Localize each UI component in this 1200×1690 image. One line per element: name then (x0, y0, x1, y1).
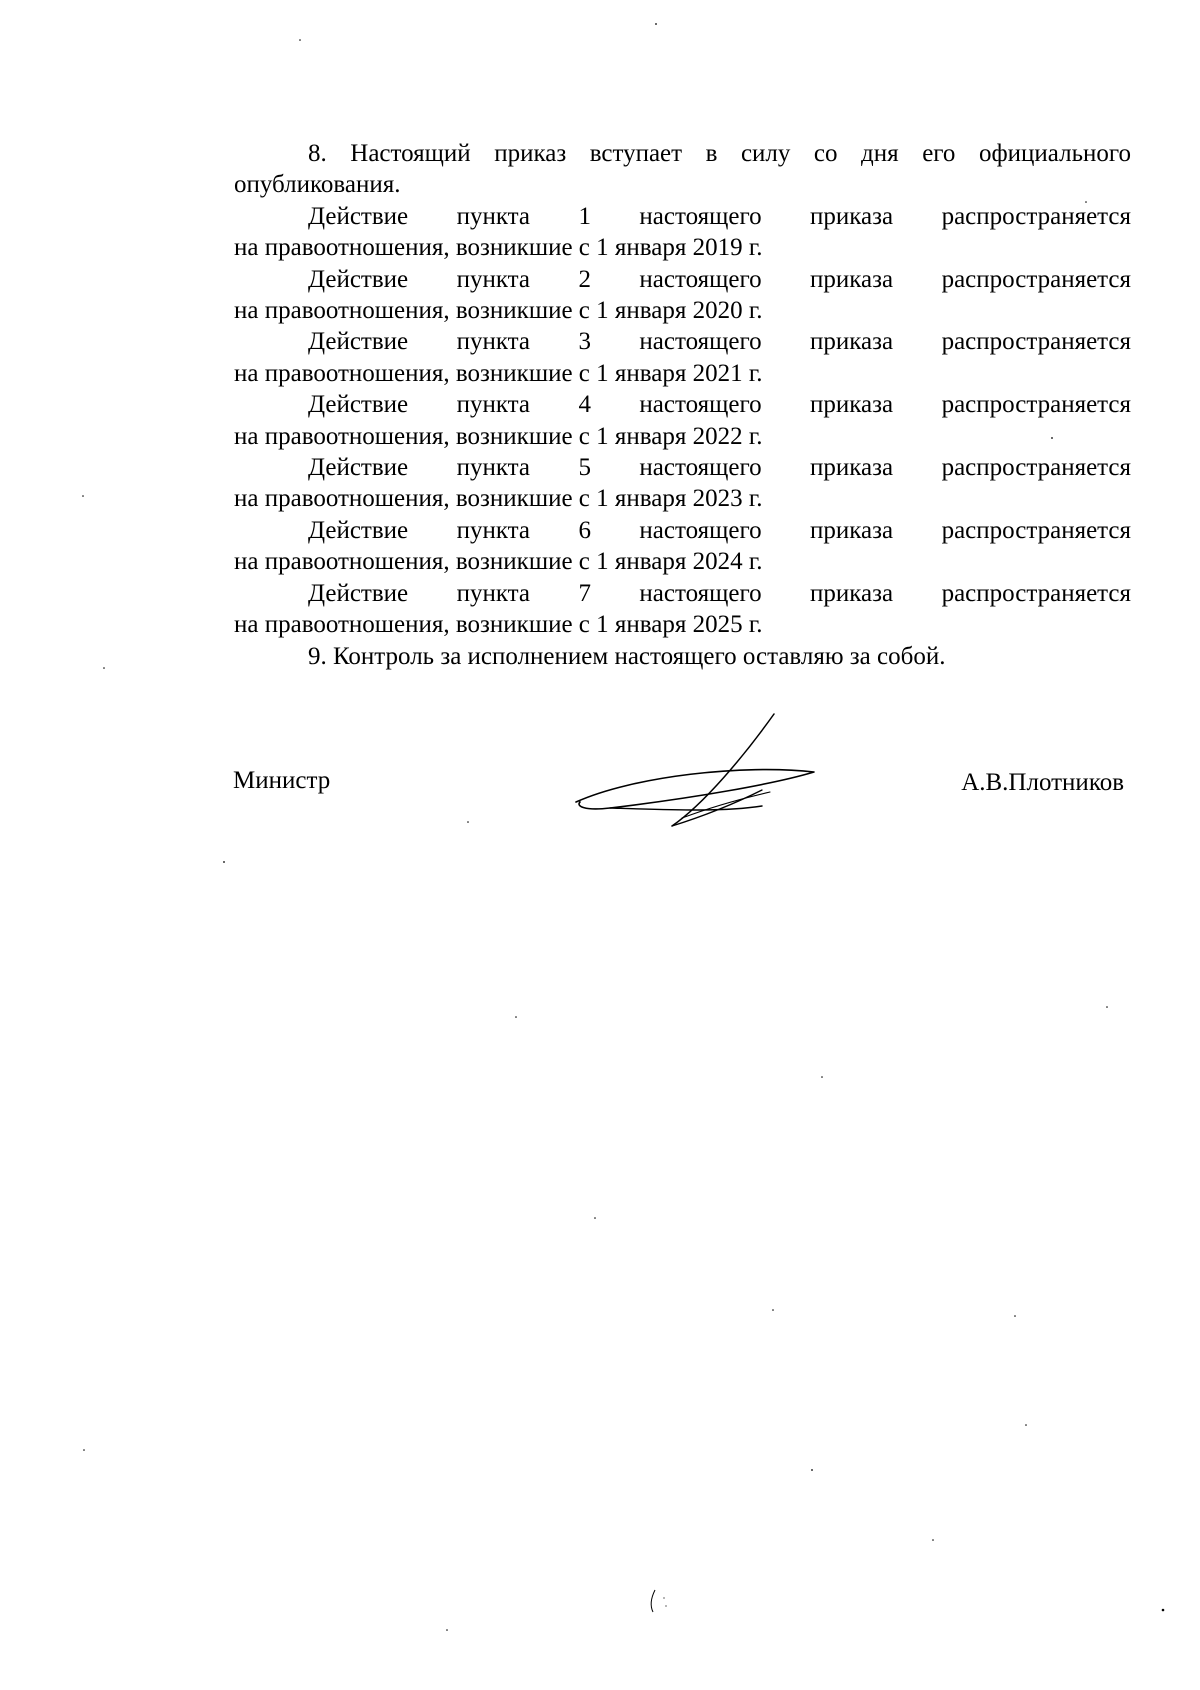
item-8-first-line: 8. Настоящий приказ вступает в силу со дня его официального (308, 140, 1131, 167)
effect-clause-continuation: на правоотношения, возникшие с 1 января 2023 г. (234, 485, 763, 513)
effect-clause-continuation: на правоотношения, возникшие с 1 января 2020 г. (234, 297, 763, 325)
effect-clause-first-line: Действие пункта 6 настоящего приказа распространяется (308, 516, 1131, 544)
effect-clause-continuation: на правоотношения, возникшие с 1 января 2024 г. (234, 548, 763, 576)
effect-clause-continuation: на правоотношения, возникшие с 1 января 2019 г. (234, 234, 763, 262)
effect-clause-first-line: Действие пункта 5 настоящего приказа распространяется (308, 454, 1131, 482)
effect-clause-first-line: Действие пункта 1 настоящего приказа распространяется (308, 202, 1131, 230)
effect-clause-first-line: Действие пункта 4 настоящего приказа распространяется (308, 391, 1131, 419)
signer-title: Министр (233, 767, 331, 794)
effect-clause-first-line: Действие пункта 2 настоящего приказа распространяется (308, 265, 1131, 293)
effect-clause-first-line: Действие пункта 3 настоящего приказа распространяется (308, 328, 1131, 356)
effect-clause-continuation: на правоотношения, возникшие с 1 января 2025 г. (234, 611, 763, 639)
item-9-paragraph: 9. Контроль за исполнением настоящего оставляю за собой. (308, 642, 946, 670)
effect-clause-first-line: Действие пункта 7 настоящего приказа распространяется (308, 579, 1131, 607)
signer-name: А.В.Плотников (961, 769, 1124, 796)
item-8-continuation: опубликования. (234, 171, 401, 199)
effect-clause-continuation: на правоотношения, возникшие с 1 января 2021 г. (234, 359, 763, 387)
effect-clause-continuation: на правоотношения, возникшие с 1 января 2022 г. (234, 422, 763, 450)
